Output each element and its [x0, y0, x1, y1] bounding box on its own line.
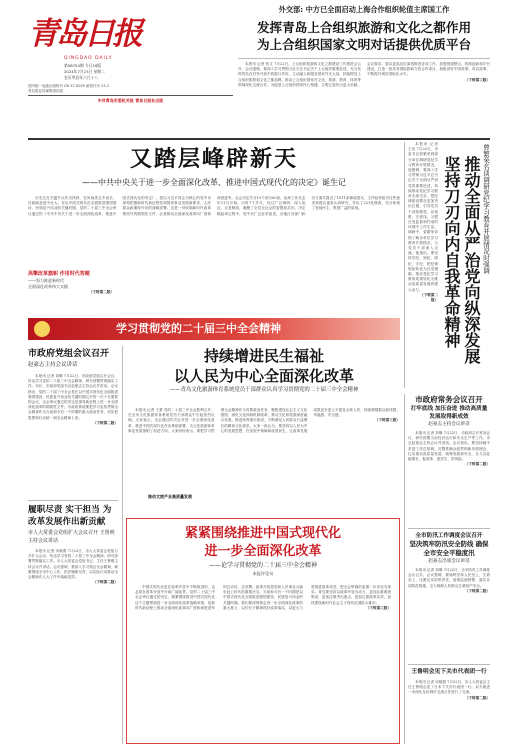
masthead-date: 2024年7月23日 星期二: [64, 69, 105, 74]
left-news-1: [28, 348, 118, 496]
top-news-more: （下转第三版）: [464, 77, 490, 82]
editorial-box: [126, 518, 400, 744]
right-col-rule: [404, 394, 405, 744]
right-news-1-headline: 市政府常务会议召开: [415, 395, 483, 404]
editorial-author: 本报评论员: [252, 571, 274, 576]
right-news-3-headline: 王鲁明会见下关市代表团一行: [411, 669, 487, 675]
masthead-logo: 青岛日报: [28, 16, 140, 52]
center-news-text: 本报讯 记者 王蕾 党的二十届三中全会胜利召开，在全市文化旅游体育系统党员干部群众中引起热烈反响。大家表示，全会通过的决定对进一步全面深化改革、推进中国式现代化作出系统部署，为文化旅游体育事业发展指明了前进方向。大家纷纷表示，要把学习贯彻全会精神作为首要政治任务，聚焦建设社会主义文化强国，深化文化体制机制改革，推动文化和旅游深度融合发展，推进体育强市建设，不断满足人民群众日益增长的精神文化需求。大家一致认为，要坚持以人民为中心的发展思想，在发展中保障和改善民生，让改革发展成果更多更公平惠及全体人民，持续增强群众获得感、幸福感、安全感。: [128, 408, 400, 433]
left-news-2-body: [28, 549, 118, 737]
right-news-1: [408, 394, 490, 524]
side-feature-kicker: 曾繁荣名谈调研党纪学习教育开展情况时强调: [482, 144, 490, 274]
center-news-subhead: ——青岛文化旅游体育系统党员干部群众认真学习贯彻党的二十届三中全会精神: [169, 387, 359, 393]
right-news-2-subhead: 赵豪志出席会议讲话: [428, 559, 470, 564]
right-news-3-more: （下转第二版）: [464, 695, 490, 700]
left-news-2-headline: 履职尽责 实干担当 为改革发展作出新贡献: [28, 505, 112, 527]
section-rule-1: [28, 138, 490, 140]
right-news-2-text: 本报讯 记者 刘琳 7月22日，全市防汛工作调度会议召开。会议强调，要始终坚持人民至上、生命至上，压紧压实防汛责任，加强监测预警，落实各项防范措施，全力保障人民群众生命财产安全。: [408, 568, 490, 588]
commentary-box-title: 高擎改革旗帜 作用时代答题: [28, 271, 90, 277]
masthead-pinyin: QINGDAO DAILY: [64, 56, 113, 61]
party-emblem-icon: [34, 321, 50, 337]
right-news-2-body: [408, 568, 490, 642]
side-feature-more: （下转第二版）: [420, 292, 438, 303]
center-news-headline-1: 持续增进民生福祉: [203, 347, 324, 365]
right-news-2: [408, 532, 490, 660]
commentary-more: （下转第二版）: [88, 290, 114, 294]
masthead-info-2: 青岛报业传媒集团出版: [28, 89, 63, 93]
masthead-lunar: 农历甲辰年六月十八: [64, 75, 99, 80]
left-news-1-body: [28, 374, 118, 492]
left-news-divider: [28, 500, 118, 501]
right-news-2-headline-1: 全市防汛工作调度会议召开: [415, 533, 483, 539]
left-news-1-text: 本报讯 记者 刘琳 7月22日，市政府党组召开会议，传达学习党的二十届三中全会精神，研究部署贯彻落实工作。市长、市政府党组书记赵豪志主持会议并讲话。会议指出，党的二十届三中全会是在以中国式现代化全面推进强国建设、民族复兴伟业的关键时期召开的一次十分重要的会议，全会审议通过的决定是指导新征程上进一步全面深化改革的纲领性文件。市政府系统要把学习宣传贯彻全会精神作为当前和今后一个时期的重大政治任务，切实把思想和行动统一到全会精神上来。: [28, 374, 118, 420]
masthead-rule: [28, 95, 233, 96]
top-news-kicker: 外交部: 中方已全面启动上海合作组织轮值主席国工作: [278, 5, 450, 14]
side-feature-headline: 推动全面从严治党向纵深发展 坚持刀刃向内自我革命精神: [442, 156, 481, 364]
commentary-box: [28, 270, 114, 310]
right-news-2-headline-2: 坚决筑牢防汛安全防线 确保全市安全平稳度汛: [409, 540, 489, 557]
left-news-2-more: （下转第二版）: [92, 580, 118, 585]
right-news-1-byline: 赵豪志主持会议讲话: [428, 422, 470, 427]
masthead-info-1: 国内统一连续出版物号 CN 37-0029 邮发代号 23-1: [28, 84, 110, 88]
right-news-divider-2: [408, 664, 490, 665]
editorial-more: （下转第三版）: [365, 605, 391, 610]
right-news-1-subhead: 打牢底线 加压奋进 推动高质量发展取得新成效: [410, 406, 488, 420]
section-banner: [28, 318, 400, 340]
right-news-3: [408, 668, 490, 744]
left-news-1-subhead: 赵豪志主持会议讲话: [28, 362, 78, 368]
center-news-headline-2: 以人民为中心全面深化改革: [173, 367, 354, 385]
commentary-text: 历史总在关键节点作出抉择，在风雨洗礼中成长、在砥砺奋进中壮大。在以中国式现代化全面推进强国建设、民族复兴伟业的关键时期，党的二十届三中全会审议通过的《中共中央关于进一步全面深化改革、推进中国式现代化的决定》，是以习近平同志为核心的党中央深刻把握新时代新征程党和国家事业发展新要求、人民群众新期待作出的战略部署。这是一份吹响新时代改革集结号的纲领性文件，必将推动全面深化改革向广度和深度进军。全会决定共分15个部分60条，起草工作从去年11月开始，历时7个多月，经过广泛调研、深入论证、反复修改，凝聚了全党全社会的智慧和共识。决定稿起草过程中，党中央广泛征求意见，各地区各部门和各方面共提出了1911条修改建议，文件起草组对这些意见和建议逐条认真研究，作出了221处修改，充分体现了发扬民主、集思广益的原则。: [28, 196, 400, 216]
center-news-more: （下转第三版）: [374, 418, 400, 423]
right-news-3-text: 本报讯 记者 宋晓燕 7月22日，市人大常委会主任王鲁明会见了日本下关市代表团一行。双方就进一步深化友好城市交流合作进行了交流。: [408, 680, 490, 695]
left-news-2-subhead: 市人大常委会党组扩大会议召开 王鲁明主持会议讲话: [28, 530, 115, 544]
commentary: [28, 144, 400, 312]
masthead-info: [28, 84, 228, 94]
masthead-slogan: 中共青岛市委机关报 青岛日报社出版: [97, 98, 164, 103]
right-news-2-more: （下转第二版）: [464, 588, 490, 593]
top-news-text: 本报讯 记者 张文 7月22日，上合组织旅游和文化之都建设工作推进会召开，会议强调，要深入学习贯彻习近平总书记关于上合组织重要论述，充分发挥青岛在对外开放中的窗口作用，主动融入和服务国家外交大局，持续擦亮上合组织旅游和文化之都品牌，推动上合组织国家在文化、旅游、教育、体育等领域深化交流合作，为促进上合组织国家民心相通、文明互鉴作出更大贡献。会议要求，要以更高站位谋划推进各项工作，加强资源整合、机制创新和平台建设，打造一批具有国际影响力的合作项目，积极讲好中国故事、青岛故事，不断提升城市国际化水平。: [238, 62, 490, 87]
side-rule: [404, 142, 405, 388]
top-news-headline-2: 为上合组织国家文明对话提供优质平台: [256, 37, 472, 52]
editorial-body: [135, 585, 391, 739]
editorial-headline-2: 进一步全面深化改革: [204, 544, 322, 559]
right-news-1-more: （下转第二版）: [464, 462, 490, 467]
left-news-1-headline: 市政府党组会议召开: [28, 349, 110, 359]
right-news-3-body: [408, 680, 490, 740]
commentary-box-line-1: ——努力推进新时代: [28, 278, 64, 283]
top-news-headline-1: 发挥青岛上合组织旅游和文化之都作用: [256, 20, 472, 35]
side-feature: [408, 142, 490, 390]
top-news: [238, 4, 490, 136]
right-news-1-body: [408, 431, 490, 513]
center-news: [128, 346, 400, 514]
left-news-2-text: 本报讯 记者 宋晓燕 7月22日，市人大常委会党组召开扩大会议，传达学习党的二十届三中全会精神，研究部署贯彻落实工作。市人大常委会党组书记、主任王鲁明主持会议并讲话。会议强调，要深入学习领会全会精神，紧紧围绕全市中心工作，依法履职尽责，以实际行动推动全会精神在人大工作中落地见效。: [28, 549, 118, 580]
left-col-rule: [122, 346, 123, 744]
top-news-rule: [238, 58, 490, 59]
side-feature-body: [408, 142, 438, 388]
editorial-subhead: ——论学习贯彻党的二十届三中全会精神: [208, 562, 317, 569]
right-news-divider-1: [408, 528, 490, 529]
commentary-headline: 又踏层峰辟新天: [129, 147, 298, 172]
left-news-2: [28, 504, 118, 744]
editorial-headline-1: 紧紧围绕推进中国式现代化: [184, 526, 341, 541]
section-banner-text: 学习贯彻党的二十届三中全会精神: [116, 322, 281, 335]
right-news-1-text: 本报讯 记者 刘琳 7月22日，市政府召开常务会议，研究部署当前经济运行和安全生产等工作。市长赵豪志主持会议并讲话。会议指出，要坚持稳中求进工作总基调，完整准确全面贯彻新发展理念，扎实推动高质量发展，统筹发展和安全，全力以赴稳增长、促改革、惠民生、防风险。: [408, 431, 490, 462]
commentary-box-line-2: 全面深化改革伟大实践: [28, 284, 68, 289]
top-news-body: [238, 62, 490, 132]
commentary-subhead: ——中共中央关于进一步全面深化改革、推进中国式现代化的决定》诞生记: [82, 178, 346, 187]
center-news-box-label: 推动文旅产业高质量发展: [148, 494, 200, 500]
editorial-text: 中国式现代化是在改革开放中不断推进的，也必将在改革开放中开辟广阔前景。党的二十届三中全会审议通过的决定，紧紧围绕推进中国式现代化这个主题擘画进一步全面深化改革战略举措，是新时代新征程上推动全面深化改革向广度和深度进军的总动员、总部署。改革开放是党和人民事业大踏步赶上时代的重要法宝。当前和今后一个时期是以中国式现代化全面推进强国建设、民族复兴伟业的关键时期。我们要深刻领会进一步全面深化改革的重大意义，以钉钉子精神抓好改革落实，以更大力度推进改革攻坚，把全会擘画的蓝图一步步变为现实。青岛要坚持以改革开放为动力，更加注重系统集成，更加注重突出重点，更加注重改革实效，加快建设新时代社会主义现代化国际大都市。: [135, 585, 391, 610]
left-news-1-more: （下转第二版）: [92, 420, 118, 425]
masthead-issue: 第58754期 今日16版: [64, 63, 102, 68]
side-feature-text: 本报讯 记者 王英 7月22日，市委书记曾繁荣到部分单位调研党纪学习教育开展情况。他强调，要深入学习贯彻习近平总书记关于全面从严治党的重要论述，持续推动党纪学习教育走深走实，把纪律建设摆在更加突出位置，引导党员干部知敬畏、存戒惧、守底线，习惯在受监督和约束的环境中工作生活。调研中，曾繁荣详细了解各单位学习教育开展情况，与党员干部深入交流。他指出，要坚持学纪、知纪、明纪、守纪，把纪律规矩转化为自觉遵循，推动党纪学习教育成果转化为推动高质量发展的强大动力。: [408, 142, 438, 292]
